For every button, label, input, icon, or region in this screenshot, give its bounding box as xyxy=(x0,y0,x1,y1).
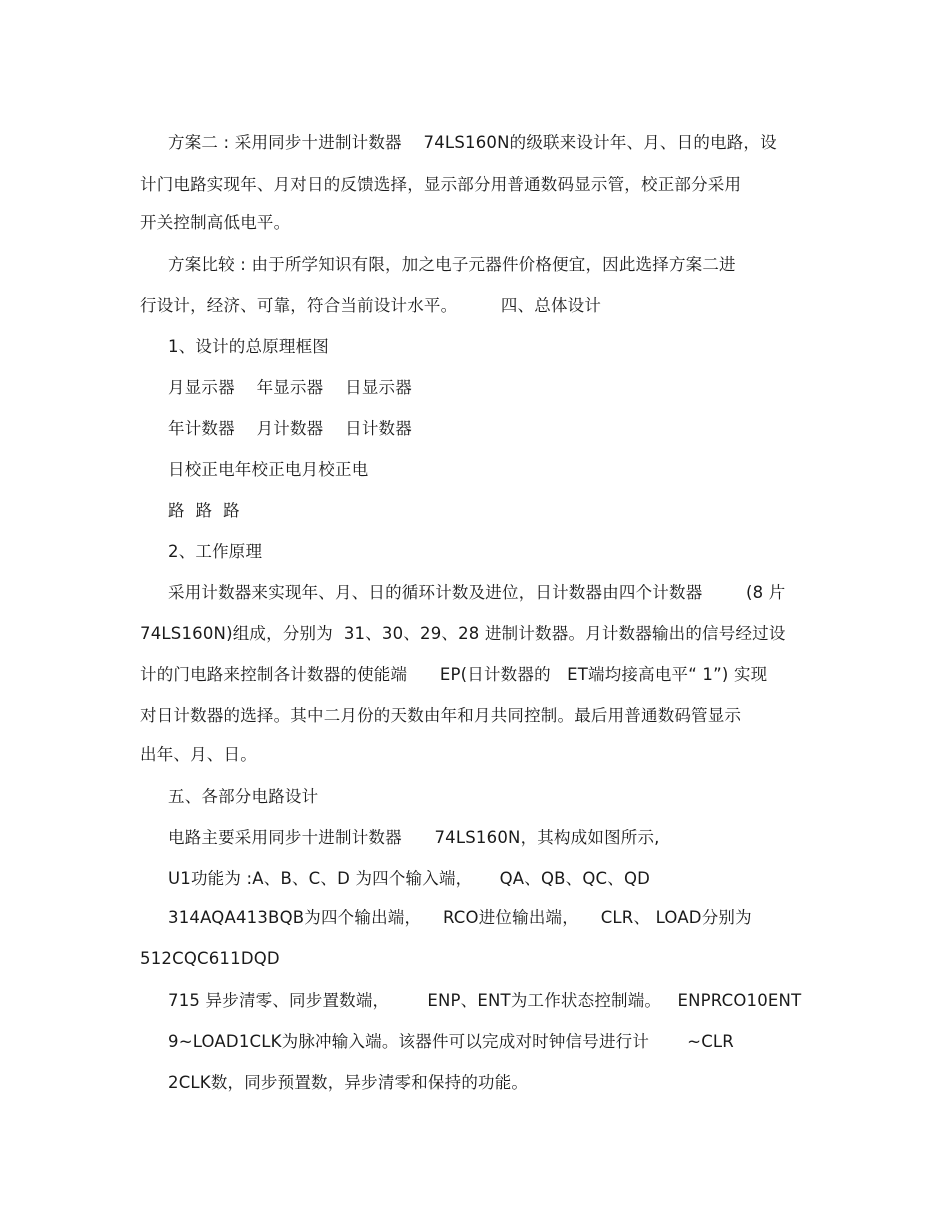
text-line-15: 对日计数器的选择。其中二月份的天数由年和月共同控制。最后用普通数码管显示 xyxy=(140,706,742,725)
text-line-24: 2CLK数，同步预置数，异步清零和保持的功能。 xyxy=(168,1073,529,1092)
text-line-1: 方案二 : 采用同步十进制计数器 74LS160N的级联来设计年、月、日的电路，设 xyxy=(168,133,777,152)
text-line-22: 715 异步清零、同步置数端， ENP、ENT为工作状态控制端。 ENPRCO10ENT xyxy=(168,991,802,1010)
text-line-10: 路 路 路 xyxy=(168,501,240,520)
text-line-7: 月显示器 年显示器 日显示器 xyxy=(168,378,412,397)
text-line-12: 采用计数器来实现年、月、日的循环计数及进位，日计数器由四个计数器 (8 片 xyxy=(168,583,786,602)
text-line-5: 行设计，经济、可靠，符合当前设计水平。 四、总体设计 xyxy=(140,296,602,315)
text-line-17: 五、各部分电路设计 xyxy=(168,787,319,806)
text-line-4: 方案比较 : 由于所学知识有限，加之电子元器件价格便宜，因此选择方案二进 xyxy=(168,255,736,274)
text-line-18: 电路主要采用同步十进制计数器 74LS160N，其构成如图所示, xyxy=(168,828,660,847)
text-line-9: 日校正电年校正电月校正电 xyxy=(168,460,369,479)
text-line-8: 年计数器 月计数器 日计数器 xyxy=(168,419,412,438)
text-line-3: 开关控制高低电平。 xyxy=(140,213,291,232)
text-line-23: 9~LOAD1CLK为脉冲输入端。该器件可以完成对时钟信号进行计 ~CLR xyxy=(168,1032,734,1051)
text-line-2: 计门电路实现年、月对日的反馈选择，显示部分用普通数码显示管，校正部分采用 xyxy=(140,175,742,194)
text-line-6: 1、设计的总原理框图 xyxy=(168,337,329,356)
text-line-19: U1功能为 :A、B、C、D 为四个输入端， QA、QB、QC、QD xyxy=(168,869,651,888)
text-line-21: 512CQC611DQD xyxy=(140,949,280,968)
text-line-14: 计的门电路来控制各计数器的使能端 EP(日计数器的 ET端均接高电平“ 1”) 实现 xyxy=(140,665,768,684)
text-line-13: 74LS160N)组成，分别为 31、30、29、28 进制计数器。月计数器输出的信号经过设 xyxy=(140,624,786,643)
text-line-11: 2、工作原理 xyxy=(168,542,263,561)
text-line-16: 出年、月、日。 xyxy=(140,745,257,764)
text-line-20: 314AQA413BQB为四个输出端， RCO进位输出端， CLR、 LOAD分别为 xyxy=(168,908,752,927)
